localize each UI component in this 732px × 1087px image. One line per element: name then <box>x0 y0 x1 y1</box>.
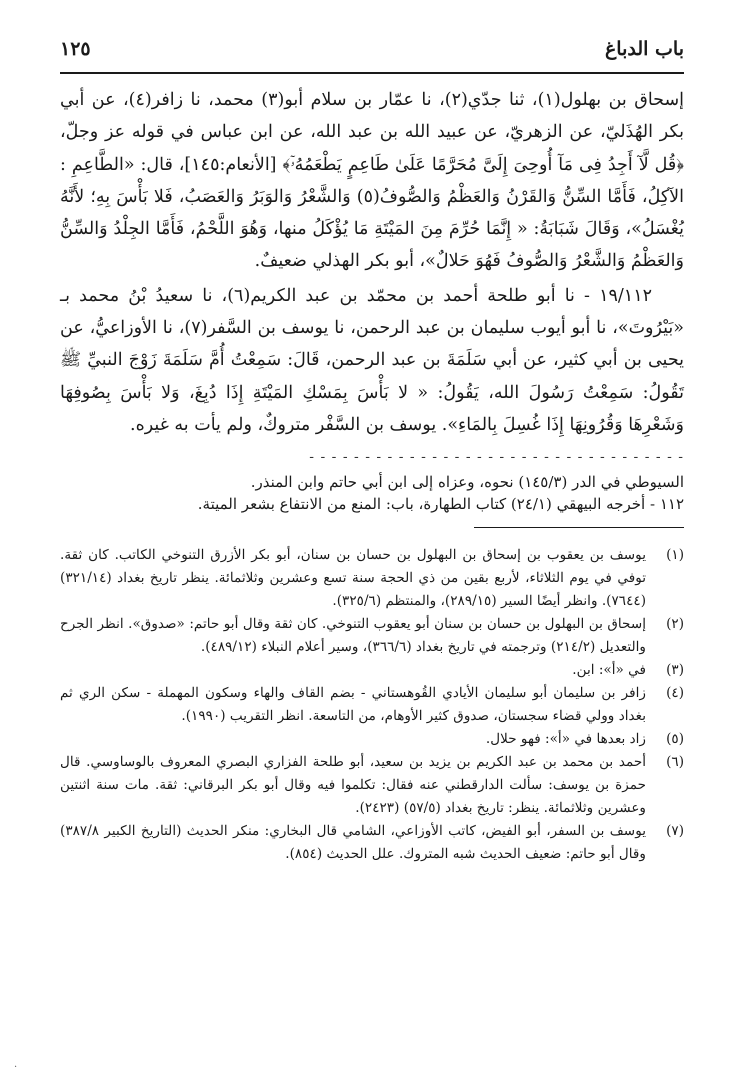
stray-mark: · <box>14 1062 18 1073</box>
chapter-title: باب الدباغ <box>604 38 684 60</box>
footnote <box>60 613 684 659</box>
footnote <box>60 820 684 866</box>
hadith-paragraph: ١٩/١١٢ - نا أبو طلحة أحمد بن محمّد بن عبد الكريم(٦)، نا سعيدُ بْنُ محمد بـ «بَيْرُوتَ»، نا أبو أيوب سليمان بن عبد الرحمن، نا يوسف بن السَّفر(٧)، نا الأوزاعيُّ، عن يحيى بن أبي كثير، عن أبي سَلَمَةَ بن عبد الرحمن، قَالَ: سَمِعْتُ أُمَّ سَلَمَةَ زَوْجَ النبيِّ ﷺ تَقُولُ: سَمِعْتُ رَسُولَ الله، يَقُولُ: « لا بَأْسَ بِمَسْكِ المَيْتَةِ إِذَا دُبِغَ، وَلا بَأْسَ بِصُوفِهَا وَشَعْرِهَا وَقُرُونِهَا إِذَا غُسِلَ بِالمَاءِ». يوسف بن السَّفْر متروكٌ، ولم يأت به غيره. <box>60 285 685 435</box>
footnote-text: أحمد بن محمد بن عبد الكريم بن يزيد بن سعيد، أبو طلحة الفزاري البصري المعروف بالوساوسي. قال حمزة بن يوسف: سألت الدارقطني عنه فقال: تكلموا فيه وقال أبو بكر البرقاني: ثقة. مات سنة اثنتين وعشرين وثلاثمائة. ينظر: تاريخ بغداد (٥٧/٥) (٢٤٢٣). <box>60 754 646 817</box>
main-text <box>60 84 684 441</box>
footnote <box>60 682 684 728</box>
footnote-text: زاد بعدها في «أ»: فهو حلال. <box>485 731 646 748</box>
page-header <box>60 38 684 74</box>
footnote-number: (٧) <box>666 823 684 840</box>
footnotes <box>60 544 684 866</box>
footnote <box>60 544 684 613</box>
footnote-rule <box>474 527 684 528</box>
page-number: ١٢٥ <box>60 38 91 60</box>
footnote <box>60 728 684 751</box>
continued-notes <box>60 471 684 515</box>
footnote-number: (٣) <box>666 662 684 679</box>
footnote-text: يوسف بن السفر، أبو الفيض، كاتب الأوزاعي، الشامي قال البخاري: منكر الحديث (التاريخ الكبير ٣٨٧/٨) وقال أبو حاتم: ضعيف الحديث شبه المتروك. علل الحديث (٨٥٤). <box>60 823 646 863</box>
footnote-number: (٤) <box>666 685 684 702</box>
footnote <box>60 751 684 820</box>
book-page <box>60 38 684 866</box>
footnote-text: زافر بن سليمان أبو سليمان الأيادي القُوهستاني - بضم القاف والهاء وسكون المهملة - سكن الري ثم بغداد وولي قضاء سجستان، صدوق كثير الأوهام، من التاسعة. انظر التقريب (١٩٩٠). <box>60 685 646 725</box>
footnote-text: يوسف بن يعقوب بن إسحاق بن البهلول بن حسان بن سنان، أبو بكر الأزرق التنوخي الكاتب. كان ثقة. توفي في يوم الثلاثاء، لأربع بقين من ذي الحجة سنة تسع وعشرين وثلاثمائة. ينظر تاريخ بغداد (٣٢١/١٤) (٧٦٤٤). وانظر أيضًا السير (٢٨٩/١٥)، والمنتظم (٣٢٥/٦). <box>60 547 646 610</box>
footnote-text: في «أ»: ابن. <box>572 662 646 679</box>
footnote-number: (٦) <box>666 754 684 771</box>
continued-note: ١١٢ - أخرجه البيهقي (٢٤/١) كتاب الطهارة، باب: المنع من الانتفاع بشعر الميتة. <box>197 495 684 514</box>
footnote <box>60 659 684 682</box>
footnote-text: إسحاق بن البهلول بن حسان بن سنان أبو يعقوب التنوخي. كان ثقة وقال أبو حاتم: «صدوق». انظر الجرح والتعديل (٢١٤/٢) وترجمته في تاريخ بغداد (٣٦٦/٦)، وسير أعلام النبلاء (٤٨٩/١٢). <box>60 616 646 656</box>
dashed-separator: - - - - - - - - - - - - - - - - - - - - - - - - - - - - - - - - - - <box>309 451 684 464</box>
footnote-number: (٢) <box>666 616 684 633</box>
footnote-number: (١) <box>666 547 684 564</box>
footnote-number: (٥) <box>666 731 684 748</box>
hadith-paragraph: إسحاق بن بهلول(١)، ثنا جدّي(٢)، نا عمّار بن سلام أبو(٣) محمد، نا زافر(٤)، عن أبي بكر الهُذَليّ، عن الزهريّ، عن عبيد الله بن عبد الله، عن ابن عباس في قوله عز وجلّ، ﴿قُل لَّآ أَجِدُ فِى مَآ أُوحِىَ إِلَىَّ مُحَرَّمًا عَلَىٰ طَاعِمٍ يَطْعَمُهُۥٓ﴾ [الأنعام:١٤٥]، قال: «الطَّاعِمِ : الآكِلُ، فَأَمَّا السِّنُّ وَالقَرْنُ وَالعَظْمُ وَالصُّوفُ(٥) وَالشَّعْرُ وَالوَبَرُ وَالعَصَبُ، فَلا بَأْسَ بِهِ؛ لأَنَّهُ يُغْسَلُ»، وَقَالَ شَبَابَةُ: « إِنَّمَا حُرِّمَ مِنَ المَيْتَةِ مَا يُؤْكَلُ منها، وَهُوَ اللَّحْمُ، فَأَمَّا الجِلْدُ وَالسِّنُّ وَالعَظْمُ وَالشَّعْرُ وَالصُّوفُ فَهُوَ حَلالٌ»، أبو بكر الهذلي ضعيفٌ. <box>60 90 685 272</box>
continued-note: السيوطي في الدر (١٤٥/٣) نحوه، وعزاه إلى ابن أبي حاتم وابن المنذر. <box>250 473 684 492</box>
